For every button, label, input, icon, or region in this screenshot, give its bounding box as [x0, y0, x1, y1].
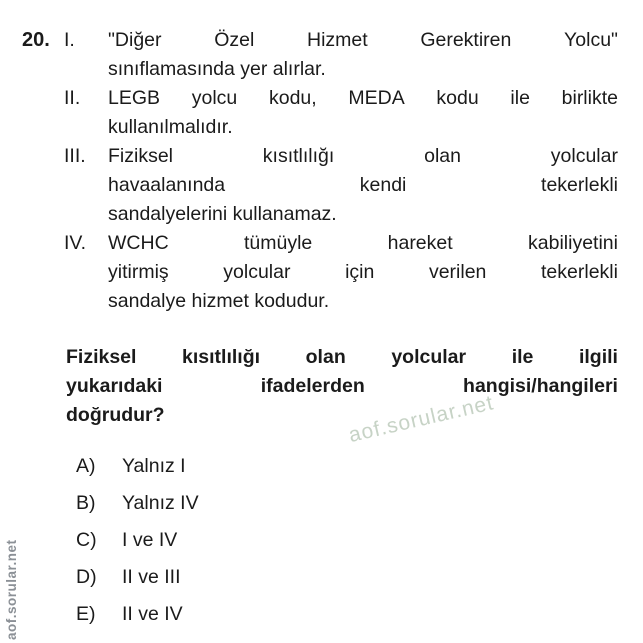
option-letter: E) — [76, 603, 96, 625]
word: kodu — [436, 87, 479, 109]
text-line — [108, 258, 618, 287]
word: yolcu — [191, 87, 238, 109]
word: Fiziksel — [108, 145, 174, 167]
statement-i — [64, 26, 618, 84]
option-e — [76, 596, 199, 633]
word: "Diğer — [108, 29, 162, 51]
statement-numeral: IV. — [64, 232, 87, 254]
word: ifadelerden — [260, 375, 365, 397]
word: LEGB — [108, 87, 161, 109]
word: hangisi/hangileri — [463, 375, 618, 397]
options-list — [76, 448, 199, 633]
word: olan — [305, 346, 346, 368]
word: birlikte — [561, 87, 618, 109]
watermark-left-vertical: aof.sorular.net — [4, 539, 19, 640]
statement-numeral: I. — [64, 29, 75, 51]
option-text: Yalnız I — [122, 455, 186, 477]
option-letter: C) — [76, 529, 97, 551]
statement-numeral: II. — [64, 87, 81, 109]
word: kısıtlılığı — [182, 346, 261, 368]
word: tümüyle — [244, 232, 313, 254]
word: Özel — [214, 29, 255, 51]
word: MEDA — [348, 87, 405, 109]
text-line: sandalyelerini kullanamaz. — [108, 203, 337, 225]
statement-text — [108, 142, 618, 229]
word: Hizmet — [306, 29, 368, 51]
word: ilgili — [578, 346, 618, 368]
word: olan — [424, 145, 461, 167]
option-letter: B) — [76, 492, 96, 514]
statement-text — [108, 229, 618, 316]
question-number: 20. — [22, 29, 50, 51]
word: için — [345, 261, 375, 283]
option-text: II ve III — [122, 566, 181, 588]
word: kodu, — [268, 87, 317, 109]
text-line — [66, 372, 618, 401]
word: Gerektiren — [420, 29, 512, 51]
option-text: Yalnız IV — [122, 492, 199, 514]
word: yitirmiş — [108, 261, 169, 283]
statement-text — [108, 26, 618, 84]
text-line — [108, 84, 618, 113]
option-d — [76, 559, 199, 596]
option-b — [76, 485, 199, 522]
word: Yolcu" — [564, 29, 618, 51]
text-line — [66, 343, 618, 372]
word: WCHC — [108, 232, 169, 254]
word: yukarıdaki — [66, 375, 163, 397]
word: havaalanında — [108, 174, 226, 196]
text-line: sandalye hizmet kodudur. — [108, 290, 330, 312]
text-line: doğrudur? — [66, 404, 165, 426]
statement-ii — [64, 84, 618, 142]
word: tekerlekli — [541, 261, 618, 283]
option-c — [76, 522, 199, 559]
option-letter: D) — [76, 566, 97, 588]
question-stem — [66, 343, 618, 430]
word: kendi — [359, 174, 407, 196]
statement-text — [108, 84, 618, 142]
option-text: II ve IV — [122, 603, 183, 625]
option-a — [76, 448, 199, 485]
statement-numeral: III. — [64, 145, 86, 167]
word: ile — [510, 87, 530, 109]
text-line: kullanılmalıdır. — [108, 116, 233, 138]
text-line — [108, 229, 618, 258]
statement-iii — [64, 142, 618, 229]
word: verilen — [428, 261, 487, 283]
word: kabiliyetini — [528, 232, 618, 254]
option-letter: A) — [76, 455, 96, 477]
text-line — [108, 26, 618, 55]
text-line — [108, 142, 618, 171]
watermark-diagonal: aof.sorular.net — [346, 391, 497, 448]
word: Fiziksel — [66, 346, 137, 368]
word: hareket — [387, 232, 453, 254]
word: yolcular — [550, 145, 618, 167]
word: ile — [511, 346, 534, 368]
word: kısıtlılığı — [262, 145, 335, 167]
statements-list — [64, 26, 618, 316]
option-text: I ve IV — [122, 529, 178, 551]
text-line — [108, 171, 618, 200]
statement-iv — [64, 229, 618, 316]
text-line: sınıflamasında yer alırlar. — [108, 58, 326, 80]
word: yolcular — [391, 346, 467, 368]
word: tekerlekli — [541, 174, 618, 196]
word: yolcular — [223, 261, 291, 283]
